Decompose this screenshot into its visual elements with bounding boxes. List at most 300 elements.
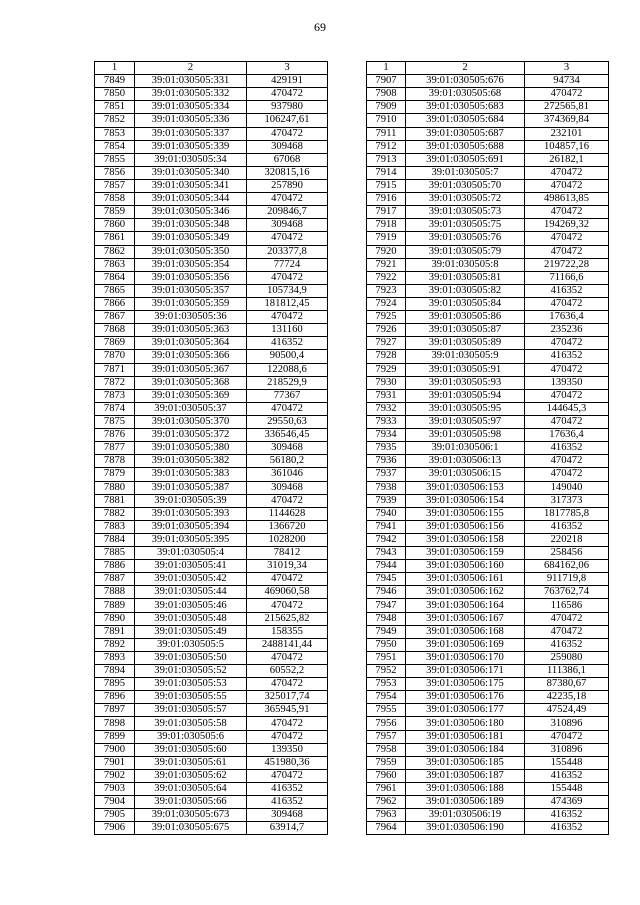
- value-cell: 470472: [525, 297, 609, 310]
- value-cell: 77367: [247, 389, 328, 402]
- table-row: [367, 206, 609, 219]
- table-row: [95, 389, 328, 402]
- row-number-cell: 7859: [95, 206, 135, 219]
- table-row: [95, 429, 328, 442]
- row-number-cell: 7882: [95, 507, 135, 520]
- value-cell: 470472: [247, 193, 328, 206]
- value-cell: 429191: [247, 75, 328, 88]
- row-number-cell: 7904: [95, 796, 135, 809]
- table-row: [95, 691, 328, 704]
- value-cell: 416352: [247, 783, 328, 796]
- row-number-cell: 7877: [95, 442, 135, 455]
- cadastral-number-cell: 39:01:030505:86: [406, 311, 525, 324]
- value-cell: 470472: [525, 245, 609, 258]
- value-cell: 416352: [525, 442, 609, 455]
- value-cell: 911719,8: [525, 573, 609, 586]
- cadastral-number-cell: 39:01:030505:7: [406, 166, 525, 179]
- cadastral-number-cell: 39:01:030506:169: [406, 638, 525, 651]
- table-row: [95, 638, 328, 651]
- cadastral-number-cell: 39:01:030505:395: [135, 533, 247, 546]
- row-number-cell: 7959: [367, 756, 406, 769]
- table-left-body: [95, 62, 328, 835]
- value-cell: 67068: [247, 153, 328, 166]
- value-cell: 1366720: [247, 520, 328, 533]
- row-number-cell: 7964: [367, 822, 406, 835]
- row-number-cell: 7894: [95, 665, 135, 678]
- row-number-cell: 7858: [95, 193, 135, 206]
- table-row: [367, 494, 609, 507]
- table-row: [367, 638, 609, 651]
- value-cell: 317373: [525, 494, 609, 507]
- row-number-cell: 7878: [95, 455, 135, 468]
- cadastral-number-cell: 39:01:030505:334: [135, 101, 247, 114]
- value-cell: 257890: [247, 179, 328, 192]
- value-cell: 470472: [525, 389, 609, 402]
- row-number-cell: 7887: [95, 573, 135, 586]
- table-row: [367, 363, 609, 376]
- cadastral-number-cell: 39:01:030506:176: [406, 691, 525, 704]
- table-left: [94, 61, 328, 835]
- cadastral-number-cell: 39:01:030506:175: [406, 678, 525, 691]
- cadastral-number-cell: 39:01:030505:49: [135, 625, 247, 638]
- table-row: [367, 376, 609, 389]
- value-cell: 470472: [525, 730, 609, 743]
- table-right: [366, 61, 609, 835]
- value-cell: 232101: [525, 127, 609, 140]
- cadastral-number-cell: 39:01:030505:372: [135, 429, 247, 442]
- table-row: [367, 140, 609, 153]
- cadastral-number-cell: 39:01:030505:382: [135, 455, 247, 468]
- column-header: 1: [367, 62, 406, 75]
- value-cell: 139350: [525, 376, 609, 389]
- cadastral-number-cell: 39:01:030506:188: [406, 783, 525, 796]
- row-number-cell: 7910: [367, 114, 406, 127]
- value-cell: 181812,45: [247, 297, 328, 310]
- value-cell: 1028200: [247, 533, 328, 546]
- table-row: [367, 337, 609, 350]
- row-number-cell: 7961: [367, 783, 406, 796]
- table-row: [95, 376, 328, 389]
- value-cell: 470472: [525, 179, 609, 192]
- value-cell: 220218: [525, 533, 609, 546]
- cadastral-number-cell: 39:01:030505:673: [135, 809, 247, 822]
- cadastral-number-cell: 39:01:030505:82: [406, 284, 525, 297]
- row-number-cell: 7874: [95, 402, 135, 415]
- cadastral-number-cell: 39:01:030505:691: [406, 153, 525, 166]
- table-row: [367, 311, 609, 324]
- value-cell: 325017,74: [247, 691, 328, 704]
- cadastral-number-cell: 39:01:030505:41: [135, 560, 247, 573]
- value-cell: 209846,7: [247, 206, 328, 219]
- table-row: [95, 520, 328, 533]
- value-cell: 416352: [525, 520, 609, 533]
- row-number-cell: 7919: [367, 232, 406, 245]
- value-cell: 87380,67: [525, 678, 609, 691]
- value-cell: 416352: [247, 337, 328, 350]
- cadastral-number-cell: 39:01:030505:332: [135, 88, 247, 101]
- table-row: [95, 284, 328, 297]
- table-row: [95, 271, 328, 284]
- row-number-cell: 7891: [95, 625, 135, 638]
- cadastral-number-cell: 39:01:030505:356: [135, 271, 247, 284]
- value-cell: 131160: [247, 324, 328, 337]
- table-row: [367, 153, 609, 166]
- row-number-cell: 7911: [367, 127, 406, 140]
- row-number-cell: 7929: [367, 363, 406, 376]
- value-cell: 470472: [247, 599, 328, 612]
- table-row: [95, 337, 328, 350]
- value-cell: 470472: [247, 311, 328, 324]
- row-number-cell: 7853: [95, 127, 135, 140]
- table-row: [367, 809, 609, 822]
- table-row: [95, 822, 328, 835]
- cadastral-number-cell: 39:01:030505:368: [135, 376, 247, 389]
- row-number-cell: 7954: [367, 691, 406, 704]
- table-row: [367, 730, 609, 743]
- cadastral-number-cell: 39:01:030505:61: [135, 756, 247, 769]
- table-row: [95, 324, 328, 337]
- table-row: [367, 271, 609, 284]
- table-row: [95, 101, 328, 114]
- table-row: [95, 586, 328, 599]
- row-number-cell: 7921: [367, 258, 406, 271]
- row-number-cell: 7916: [367, 193, 406, 206]
- cadastral-number-cell: 39:01:030505:46: [135, 599, 247, 612]
- value-cell: 470472: [247, 717, 328, 730]
- cadastral-number-cell: 39:01:030505:675: [135, 822, 247, 835]
- cadastral-number-cell: 39:01:030506:160: [406, 560, 525, 573]
- row-number-cell: 7885: [95, 547, 135, 560]
- table-row: [95, 193, 328, 206]
- row-number-cell: 7888: [95, 586, 135, 599]
- cadastral-number-cell: 39:01:030505:383: [135, 468, 247, 481]
- cadastral-number-cell: 39:01:030505:339: [135, 140, 247, 153]
- column-header: 3: [247, 62, 328, 75]
- table-row: [367, 822, 609, 835]
- cadastral-number-cell: 39:01:030505:73: [406, 206, 525, 219]
- row-number-cell: 7953: [367, 678, 406, 691]
- cadastral-number-cell: 39:01:030505:8: [406, 258, 525, 271]
- table-row: [367, 704, 609, 717]
- table-row: [95, 494, 328, 507]
- column-header: 2: [406, 62, 525, 75]
- cadastral-number-cell: 39:01:030505:5: [135, 638, 247, 651]
- table-row: [367, 350, 609, 363]
- row-number-cell: 7879: [95, 468, 135, 481]
- value-cell: 416352: [525, 350, 609, 363]
- row-number-cell: 7937: [367, 468, 406, 481]
- table-row: [367, 284, 609, 297]
- table-row: [95, 258, 328, 271]
- row-number-cell: 7898: [95, 717, 135, 730]
- table-row: [95, 140, 328, 153]
- table-row: [367, 127, 609, 140]
- cadastral-number-cell: 39:01:030505:72: [406, 193, 525, 206]
- value-cell: 105734,9: [247, 284, 328, 297]
- table-row: [95, 625, 328, 638]
- row-number-cell: 7892: [95, 638, 135, 651]
- row-number-cell: 7903: [95, 783, 135, 796]
- cadastral-number-cell: 39:01:030505:340: [135, 166, 247, 179]
- row-number-cell: 7873: [95, 389, 135, 402]
- row-number-cell: 7942: [367, 533, 406, 546]
- cadastral-number-cell: 39:01:030505:387: [135, 481, 247, 494]
- table-header-row: [95, 62, 328, 75]
- table-row: [95, 468, 328, 481]
- value-cell: 235236: [525, 324, 609, 337]
- cadastral-number-cell: 39:01:030505:354: [135, 258, 247, 271]
- cadastral-number-cell: 39:01:030505:93: [406, 376, 525, 389]
- row-number-cell: 7949: [367, 625, 406, 638]
- value-cell: 158355: [247, 625, 328, 638]
- value-cell: 310896: [525, 717, 609, 730]
- table-row: [95, 455, 328, 468]
- value-cell: 259080: [525, 651, 609, 664]
- table-row: [367, 455, 609, 468]
- value-cell: 104857,16: [525, 140, 609, 153]
- table-row: [95, 730, 328, 743]
- value-cell: 470472: [525, 232, 609, 245]
- row-number-cell: 7952: [367, 665, 406, 678]
- table-row: [367, 625, 609, 638]
- table-row: [95, 533, 328, 546]
- cadastral-number-cell: 39:01:030506:167: [406, 612, 525, 625]
- table-row: [367, 258, 609, 271]
- cadastral-number-cell: 39:01:030505:48: [135, 612, 247, 625]
- table-row: [367, 101, 609, 114]
- row-number-cell: 7864: [95, 271, 135, 284]
- table-row: [367, 166, 609, 179]
- cadastral-number-cell: 39:01:030506:170: [406, 651, 525, 664]
- cadastral-number-cell: 39:01:030506:177: [406, 704, 525, 717]
- row-number-cell: 7872: [95, 376, 135, 389]
- cadastral-number-cell: 39:01:030505:367: [135, 363, 247, 376]
- value-cell: 498613,85: [525, 193, 609, 206]
- row-number-cell: 7900: [95, 743, 135, 756]
- row-number-cell: 7944: [367, 560, 406, 573]
- cadastral-number-cell: 39:01:030506:184: [406, 743, 525, 756]
- cadastral-number-cell: 39:01:030505:364: [135, 337, 247, 350]
- table-row: [367, 193, 609, 206]
- row-number-cell: 7915: [367, 179, 406, 192]
- cadastral-number-cell: 39:01:030506:161: [406, 573, 525, 586]
- row-number-cell: 7962: [367, 796, 406, 809]
- row-number-cell: 7924: [367, 297, 406, 310]
- cadastral-number-cell: 39:01:030505:79: [406, 245, 525, 258]
- cadastral-number-cell: 39:01:030506:1: [406, 442, 525, 455]
- table-row: [367, 533, 609, 546]
- value-cell: 470472: [247, 127, 328, 140]
- table-row: [95, 350, 328, 363]
- row-number-cell: 7957: [367, 730, 406, 743]
- value-cell: 470472: [247, 651, 328, 664]
- value-cell: 336546,45: [247, 429, 328, 442]
- value-cell: 218529,9: [247, 376, 328, 389]
- value-cell: 1817785,8: [525, 507, 609, 520]
- value-cell: 470472: [525, 363, 609, 376]
- cadastral-number-cell: 39:01:030506:181: [406, 730, 525, 743]
- cadastral-number-cell: 39:01:030505:89: [406, 337, 525, 350]
- value-cell: 122088,6: [247, 363, 328, 376]
- value-cell: 116586: [525, 599, 609, 612]
- row-number-cell: 7889: [95, 599, 135, 612]
- value-cell: 361046: [247, 468, 328, 481]
- value-cell: 470472: [525, 415, 609, 428]
- cadastral-number-cell: 39:01:030505:394: [135, 520, 247, 533]
- table-row: [95, 402, 328, 415]
- table-row: [367, 586, 609, 599]
- row-number-cell: 7868: [95, 324, 135, 337]
- cadastral-number-cell: 39:01:030505:683: [406, 101, 525, 114]
- row-number-cell: 7854: [95, 140, 135, 153]
- row-number-cell: 7958: [367, 743, 406, 756]
- value-cell: 763762,74: [525, 586, 609, 599]
- value-cell: 470472: [247, 88, 328, 101]
- table-row: [95, 507, 328, 520]
- row-number-cell: 7926: [367, 324, 406, 337]
- row-number-cell: 7938: [367, 481, 406, 494]
- cadastral-number-cell: 39:01:030505:363: [135, 324, 247, 337]
- row-number-cell: 7870: [95, 350, 135, 363]
- row-number-cell: 7899: [95, 730, 135, 743]
- cadastral-number-cell: 39:01:030505:42: [135, 573, 247, 586]
- value-cell: 309468: [247, 219, 328, 232]
- row-number-cell: 7913: [367, 153, 406, 166]
- cadastral-number-cell: 39:01:030506:168: [406, 625, 525, 638]
- cadastral-number-cell: 39:01:030505:66: [135, 796, 247, 809]
- cadastral-number-cell: 39:01:030505:55: [135, 691, 247, 704]
- table-row: [95, 612, 328, 625]
- table-row: [367, 324, 609, 337]
- value-cell: 78412: [247, 547, 328, 560]
- value-cell: 17636,4: [525, 311, 609, 324]
- value-cell: 470472: [247, 402, 328, 415]
- value-cell: 31019,34: [247, 560, 328, 573]
- cadastral-number-cell: 39:01:030505:37: [135, 402, 247, 415]
- table-row: [367, 179, 609, 192]
- value-cell: 94734: [525, 75, 609, 88]
- row-number-cell: 7895: [95, 678, 135, 691]
- row-number-cell: 7884: [95, 533, 135, 546]
- value-cell: 474369: [525, 796, 609, 809]
- row-number-cell: 7941: [367, 520, 406, 533]
- cadastral-number-cell: 39:01:030506:187: [406, 769, 525, 782]
- cadastral-number-cell: 39:01:030506:154: [406, 494, 525, 507]
- table-row: [95, 769, 328, 782]
- table-row: [95, 127, 328, 140]
- cadastral-number-cell: 39:01:030505:81: [406, 271, 525, 284]
- cadastral-number-cell: 39:01:030505:6: [135, 730, 247, 743]
- table-row: [367, 560, 609, 573]
- value-cell: 469060,58: [247, 586, 328, 599]
- table-row: [95, 88, 328, 101]
- row-number-cell: 7909: [367, 101, 406, 114]
- value-cell: 1144628: [247, 507, 328, 520]
- cadastral-number-cell: 39:01:030505:60: [135, 743, 247, 756]
- cadastral-number-cell: 39:01:030505:84: [406, 297, 525, 310]
- cadastral-number-cell: 39:01:030506:155: [406, 507, 525, 520]
- value-cell: 470472: [525, 625, 609, 638]
- table-row: [367, 651, 609, 664]
- value-cell: 470472: [525, 166, 609, 179]
- value-cell: 2488141,44: [247, 638, 328, 651]
- table-row: [95, 311, 328, 324]
- table-row: [95, 665, 328, 678]
- row-number-cell: 7857: [95, 179, 135, 192]
- cadastral-number-cell: 39:01:030505:350: [135, 245, 247, 258]
- row-number-cell: 7893: [95, 651, 135, 664]
- row-number-cell: 7920: [367, 245, 406, 258]
- row-number-cell: 7852: [95, 114, 135, 127]
- table-row: [367, 547, 609, 560]
- value-cell: 309468: [247, 481, 328, 494]
- value-cell: 47524,49: [525, 704, 609, 717]
- row-number-cell: 7851: [95, 101, 135, 114]
- row-number-cell: 7906: [95, 822, 135, 835]
- table-row: [95, 75, 328, 88]
- row-number-cell: 7860: [95, 219, 135, 232]
- value-cell: 155448: [525, 756, 609, 769]
- table-row: [367, 88, 609, 101]
- table-row: [95, 651, 328, 664]
- cadastral-number-cell: 39:01:030505:331: [135, 75, 247, 88]
- row-number-cell: 7934: [367, 429, 406, 442]
- table-right-body: [367, 62, 609, 835]
- row-number-cell: 7951: [367, 651, 406, 664]
- cadastral-number-cell: 39:01:030505:91: [406, 363, 525, 376]
- row-number-cell: 7923: [367, 284, 406, 297]
- table-row: [95, 206, 328, 219]
- cadastral-number-cell: 39:01:030505:75: [406, 219, 525, 232]
- value-cell: 309468: [247, 809, 328, 822]
- cadastral-number-cell: 39:01:030505:97: [406, 415, 525, 428]
- cadastral-number-cell: 39:01:030505:62: [135, 769, 247, 782]
- value-cell: 470472: [247, 232, 328, 245]
- value-cell: 470472: [525, 612, 609, 625]
- value-cell: 309468: [247, 140, 328, 153]
- cadastral-number-cell: 39:01:030506:19: [406, 809, 525, 822]
- value-cell: 470472: [247, 769, 328, 782]
- cadastral-number-cell: 39:01:030506:13: [406, 455, 525, 468]
- value-cell: 416352: [525, 809, 609, 822]
- row-number-cell: 7886: [95, 560, 135, 573]
- table-row: [95, 783, 328, 796]
- value-cell: 194269,32: [525, 219, 609, 232]
- table-row: [367, 402, 609, 415]
- value-cell: 310896: [525, 743, 609, 756]
- cadastral-number-cell: 39:01:030505:52: [135, 665, 247, 678]
- table-row: [95, 756, 328, 769]
- table-row: [367, 573, 609, 586]
- row-number-cell: 7875: [95, 415, 135, 428]
- table-row: [95, 245, 328, 258]
- table-row: [95, 415, 328, 428]
- cadastral-number-cell: 39:01:030505:34: [135, 153, 247, 166]
- cadastral-number-cell: 39:01:030506:156: [406, 520, 525, 533]
- table-row: [95, 743, 328, 756]
- page-number: 69: [314, 20, 326, 34]
- row-number-cell: 7940: [367, 507, 406, 520]
- value-cell: 416352: [525, 769, 609, 782]
- cadastral-number-cell: 39:01:030506:15: [406, 468, 525, 481]
- row-number-cell: 7963: [367, 809, 406, 822]
- row-number-cell: 7863: [95, 258, 135, 271]
- table-row: [367, 415, 609, 428]
- value-cell: 90500,4: [247, 350, 328, 363]
- value-cell: 144645,3: [525, 402, 609, 415]
- row-number-cell: 7922: [367, 271, 406, 284]
- row-number-cell: 7912: [367, 140, 406, 153]
